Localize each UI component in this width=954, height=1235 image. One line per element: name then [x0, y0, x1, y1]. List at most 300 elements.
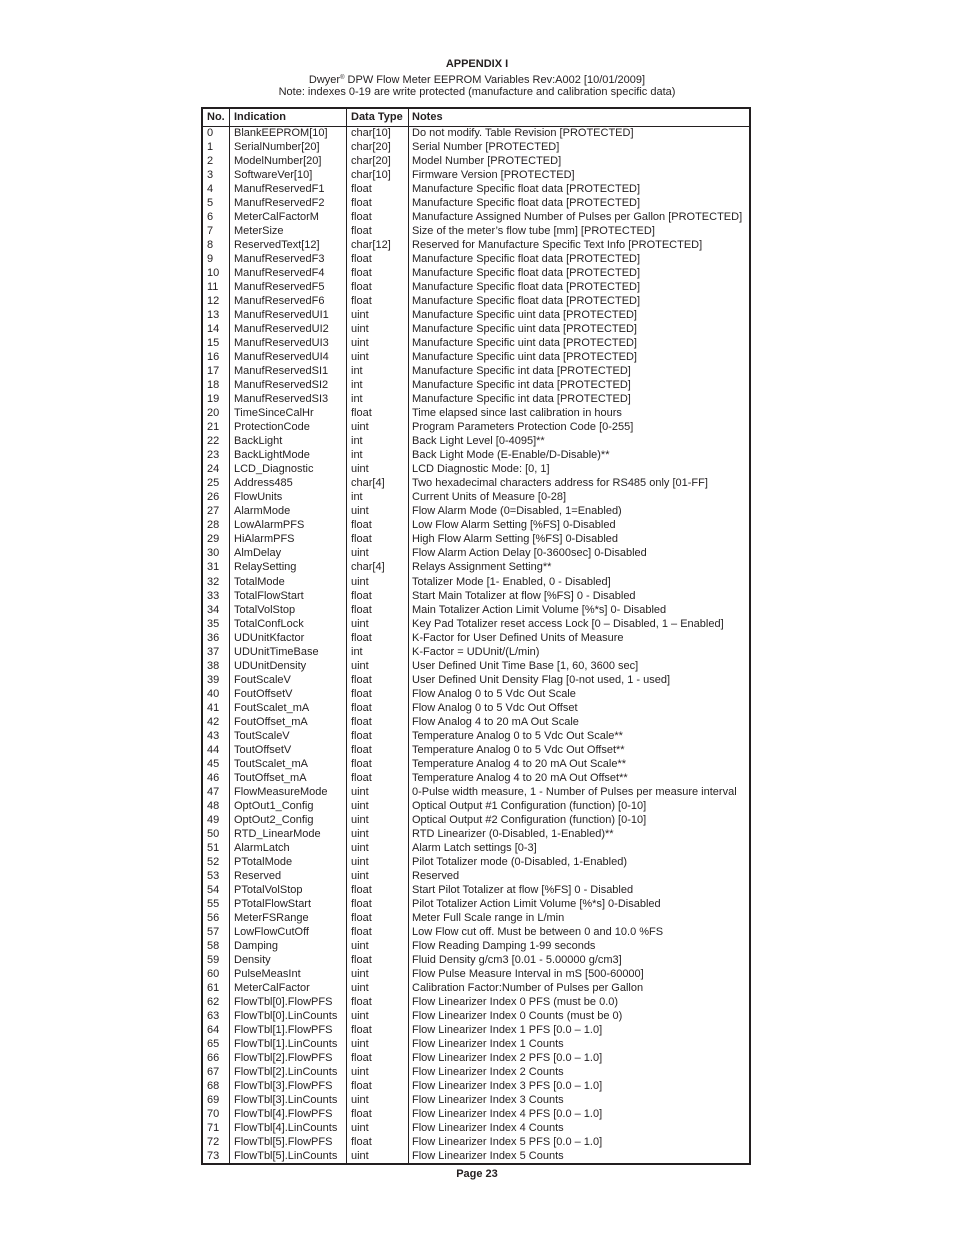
- cell-data-type: uint: [351, 1038, 369, 1051]
- cell-no: 19: [207, 393, 220, 406]
- cell-data-type: uint: [351, 617, 369, 630]
- cell-no: 29: [207, 533, 220, 546]
- cell-no: 0: [207, 127, 214, 139]
- cell-data-type: float: [351, 197, 372, 210]
- cell-notes: Time elapsed since last calibration in hours: [412, 407, 622, 420]
- cell-no: 40: [207, 687, 220, 700]
- cell-notes: 0-Pulse width measure, 1 - Number of Pulses per measure interval: [412, 785, 737, 798]
- cell-data-type: uint: [351, 547, 369, 560]
- cell-data-type: float: [351, 519, 372, 532]
- cell-no: 56: [207, 911, 220, 924]
- cell-no: 47: [207, 785, 220, 798]
- cell-indication: ManufReservedF3: [234, 253, 325, 266]
- cell-no: 33: [207, 589, 220, 602]
- cell-no: 22: [207, 435, 220, 448]
- table-row: [203, 673, 749, 687]
- cell-data-type: float: [351, 1136, 372, 1149]
- table-row: [203, 266, 749, 280]
- cell-indication: FlowTbl[1].FlowPFS: [234, 1024, 333, 1036]
- cell-notes: Alarm Latch settings [0-3]: [412, 841, 537, 854]
- cell-notes: Temperature Analog 4 to 20 mA Out Scale**: [412, 757, 627, 770]
- cell-data-type: float: [351, 687, 372, 700]
- cell-indication: UDUnitKfactor: [234, 631, 305, 644]
- cell-indication: SerialNumber[20]: [234, 141, 320, 154]
- cell-no: 30: [207, 547, 220, 560]
- cell-notes: Flow Linearizer Index 4 Counts: [412, 1122, 564, 1135]
- cell-no: 34: [207, 603, 220, 616]
- cell-indication: PTotalFlowStart: [234, 897, 312, 910]
- table-row: [203, 1149, 749, 1163]
- cell-data-type: char[10]: [351, 127, 391, 139]
- cell-notes: User Defined Unit Time Base [1, 60, 3600 sec]: [412, 659, 639, 672]
- cell-no: 39: [207, 673, 220, 686]
- cell-notes: Flow Linearizer Index 1 PFS [0.0 – 1.0]: [412, 1024, 603, 1036]
- cell-indication: MeterCalFactorM: [234, 211, 319, 224]
- cell-no: 42: [207, 715, 220, 728]
- cell-notes: Manufacture Specific int data [PROTECTED]: [412, 393, 631, 406]
- cell-data-type: char[4]: [351, 561, 385, 574]
- cell-no: 66: [207, 1052, 220, 1065]
- cell-indication: FlowUnits: [234, 491, 283, 504]
- cell-no: 45: [207, 757, 220, 770]
- table-row: [203, 687, 749, 701]
- cell-no: 35: [207, 617, 220, 630]
- cell-data-type: float: [351, 603, 372, 616]
- cell-notes: Flow Linearizer Index 5 Counts: [412, 1150, 564, 1163]
- cell-data-type: uint: [351, 1150, 369, 1163]
- cell-notes: Fluid Density g/cm3 [0.01 - 5.00000 g/cm3]: [412, 953, 622, 966]
- cell-data-type: float: [351, 925, 372, 938]
- cell-data-type: float: [351, 407, 372, 420]
- table-row: [203, 1037, 749, 1051]
- cell-notes: Flow Linearizer Index 2 Counts: [412, 1066, 564, 1079]
- table-row: [203, 504, 749, 518]
- cell-notes: Manufacture Specific float data [PROTECTED]: [412, 253, 641, 266]
- cell-notes: Flow Linearizer Index 3 Counts: [412, 1094, 564, 1107]
- cell-indication: TotalVolStop: [234, 603, 296, 616]
- cell-data-type: float: [351, 673, 372, 686]
- table-row: [203, 308, 749, 322]
- cell-data-type: float: [351, 729, 372, 742]
- cell-data-type: uint: [351, 841, 369, 854]
- appendix-title: APPENDIX I: [445, 58, 509, 70]
- table-row: [203, 617, 749, 631]
- cell-data-type: float: [351, 715, 372, 728]
- cell-data-type: uint: [351, 575, 369, 588]
- cell-indication: ManufReservedUI4: [234, 351, 329, 364]
- cell-indication: FlowTbl[3].LinCounts: [234, 1094, 338, 1107]
- cell-notes: Manufacture Specific float data [PROTECTED]: [412, 281, 641, 294]
- cell-data-type: float: [351, 911, 372, 924]
- cell-no: 26: [207, 491, 220, 504]
- cell-notes: Firmware Version [PROTECTED]: [412, 169, 575, 182]
- cell-no: 51: [207, 841, 220, 854]
- cell-data-type: int: [351, 645, 363, 658]
- cell-data-type: float: [351, 253, 372, 266]
- cell-data-type: float: [351, 995, 372, 1008]
- cell-indication: FlowTbl[5].FlowPFS: [234, 1136, 333, 1149]
- cell-notes: Manufacture Specific uint data [PROTECTED]: [412, 309, 637, 322]
- table-row: [203, 715, 749, 729]
- table-row: [203, 252, 749, 266]
- table-row: [203, 210, 749, 224]
- cell-indication: FlowTbl[5].LinCounts: [234, 1150, 338, 1163]
- cell-data-type: float: [351, 1052, 372, 1065]
- header-no: No.: [207, 111, 225, 123]
- table-row: [203, 126, 749, 140]
- cell-indication: ProtectionCode: [234, 421, 310, 434]
- cell-notes: Temperature Analog 0 to 5 Vdc Out Offset**: [412, 743, 625, 756]
- table-row: [203, 1065, 749, 1079]
- table-row: [203, 1023, 749, 1037]
- table-row: [203, 224, 749, 238]
- cell-no: 52: [207, 855, 220, 868]
- cell-data-type: uint: [351, 421, 369, 434]
- cell-no: 18: [207, 379, 220, 392]
- cell-data-type: uint: [351, 505, 369, 518]
- table-row: [203, 280, 749, 294]
- cell-indication: ManufReservedSI2: [234, 379, 329, 392]
- cell-no: 8: [207, 239, 214, 252]
- cell-notes: Serial Number [PROTECTED]: [412, 141, 560, 154]
- cell-notes: Start Main Totalizer at flow [%FS] 0 - Disabled: [412, 589, 636, 602]
- table-row: [203, 1009, 749, 1023]
- cell-data-type: int: [351, 365, 363, 378]
- cell-notes: Flow Linearizer Index 2 PFS [0.0 – 1.0]: [412, 1052, 603, 1065]
- table-row: [203, 406, 749, 420]
- cell-data-type: uint: [351, 659, 369, 672]
- cell-notes: Do not modify. Table Revision [PROTECTED]: [412, 127, 634, 139]
- cell-indication: FoutScaleV: [234, 673, 291, 686]
- cell-notes: Current Units of Measure [0-28]: [412, 491, 567, 504]
- table-row: [203, 1107, 749, 1121]
- cell-data-type: char[12]: [351, 239, 391, 252]
- cell-data-type: char[20]: [351, 141, 391, 154]
- table-row: [203, 490, 749, 504]
- cell-notes: Flow Linearizer Index 1 Counts: [412, 1038, 564, 1051]
- cell-notes: Flow Linearizer Index 3 PFS [0.0 – 1.0]: [412, 1080, 603, 1093]
- cell-indication: ToutOffset_mA: [234, 771, 307, 784]
- cell-no: 62: [207, 995, 220, 1008]
- brand-name: Dwyer: [308, 74, 341, 86]
- cell-no: 9: [207, 253, 214, 266]
- table-row: [203, 1051, 749, 1065]
- cell-data-type: uint: [351, 337, 369, 350]
- cell-indication: ManufReservedF2: [234, 197, 325, 210]
- cell-notes: Manufacture Specific uint data [PROTECTED]: [412, 323, 637, 336]
- cell-notes: Relays Assignment Setting**: [412, 561, 552, 574]
- eeprom-variables-table: [201, 107, 751, 1165]
- cell-indication: TimeSinceCalHr: [234, 407, 314, 420]
- table-row: [203, 631, 749, 645]
- table-row: [203, 939, 749, 953]
- cell-indication: FlowTbl[3].FlowPFS: [234, 1080, 333, 1093]
- cell-notes: Flow Pulse Measure Interval in mS [500-60000]: [412, 967, 644, 980]
- table-row: [203, 196, 749, 210]
- cell-indication: HiAlarmPFS: [234, 533, 295, 546]
- cell-notes: K-Factor = UDUnit/(L/min): [412, 645, 540, 658]
- cell-notes: Back Light Mode (E-Enable/D-Disable)**: [412, 449, 610, 462]
- cell-indication: BackLightMode: [234, 449, 310, 462]
- table-row: [203, 350, 749, 364]
- table-row: [203, 420, 749, 434]
- table-row: [203, 659, 749, 673]
- table-body: [203, 126, 749, 1163]
- cell-indication: ToutOffsetV: [234, 743, 292, 756]
- cell-indication: TotalFlowStart: [234, 589, 304, 602]
- cell-indication: ManufReservedF6: [234, 295, 325, 308]
- cell-indication: FlowTbl[2].FlowPFS: [234, 1052, 333, 1065]
- cell-notes: K-Factor for User Defined Units of Measure: [412, 631, 624, 644]
- cell-no: 6: [207, 211, 214, 224]
- table-row: [203, 869, 749, 883]
- table-row: [203, 238, 749, 252]
- cell-indication: ReservedText[12]: [234, 239, 320, 252]
- cell-no: 25: [207, 477, 220, 490]
- table-row: [203, 1079, 749, 1093]
- table-row: [203, 1135, 749, 1149]
- cell-data-type: float: [351, 757, 372, 770]
- cell-indication: AlarmMode: [234, 505, 291, 518]
- cell-no: 31: [207, 561, 220, 574]
- cell-notes: Pilot Totalizer mode (0-Disabled, 1-Enabled): [412, 855, 628, 868]
- cell-indication: Reserved: [234, 869, 282, 882]
- cell-data-type: float: [351, 1024, 372, 1036]
- cell-data-type: float: [351, 771, 372, 784]
- cell-indication: ModelNumber[20]: [234, 155, 322, 168]
- table-row: [203, 182, 749, 196]
- cell-notes: Key Pad Totalizer reset access Lock [0 – Disabled, 1 – Enabled]: [412, 617, 724, 630]
- cell-notes: Meter Full Scale range in L/min: [412, 911, 565, 924]
- cell-no: 67: [207, 1066, 220, 1079]
- table-row: [203, 827, 749, 841]
- table-row: [203, 575, 749, 589]
- cell-no: 2: [207, 155, 214, 168]
- cell-data-type: float: [351, 211, 372, 224]
- cell-data-type: uint: [351, 799, 369, 812]
- cell-no: 16: [207, 351, 220, 364]
- cell-data-type: float: [351, 281, 372, 294]
- cell-no: 49: [207, 813, 220, 826]
- cell-no: 37: [207, 645, 220, 658]
- cell-notes: Back Light Level [0-4095]**: [412, 435, 545, 448]
- cell-data-type: float: [351, 883, 372, 896]
- cell-indication: ManufReservedF5: [234, 281, 325, 294]
- cell-notes: Low Flow cut off. Must be between 0 and 10.0 %FS: [412, 925, 664, 938]
- table-row: [203, 981, 749, 995]
- cell-indication: SoftwareVer[10]: [234, 169, 313, 182]
- cell-no: 32: [207, 575, 220, 588]
- cell-indication: ManufReservedUI2: [234, 323, 329, 336]
- cell-notes: Manufacture Specific float data [PROTECTED]: [412, 197, 641, 210]
- cell-no: 58: [207, 939, 220, 952]
- cell-indication: RTD_LinearMode: [234, 827, 321, 840]
- cell-indication: OptOut1_Config: [234, 799, 314, 812]
- table-row: [203, 560, 749, 574]
- table-row: [203, 995, 749, 1009]
- cell-indication: FoutOffsetV: [234, 687, 293, 700]
- cell-data-type: float: [351, 225, 372, 238]
- cell-data-type: float: [351, 183, 372, 196]
- cell-indication: FlowTbl[4].LinCounts: [234, 1122, 338, 1135]
- table-row: [203, 546, 749, 560]
- table-row: [203, 925, 749, 939]
- table-row: [203, 771, 749, 785]
- cell-notes: Reserved: [412, 869, 460, 882]
- table-row: [203, 897, 749, 911]
- table-row: [203, 589, 749, 603]
- cell-notes: Manufacture Specific float data [PROTECTED]: [412, 267, 641, 280]
- cell-indication: ManufReservedSI3: [234, 393, 329, 406]
- cell-indication: AlmDelay: [234, 547, 282, 560]
- cell-indication: ToutScalet_mA: [234, 757, 308, 770]
- header-data-type: Data Type: [351, 111, 403, 123]
- subtitle-text: DPW Flow Meter EEPROM Variables Rev:A002 [10/01/2009]: [347, 74, 646, 86]
- cell-no: 54: [207, 883, 220, 896]
- table-row: [203, 140, 749, 154]
- cell-no: 55: [207, 897, 220, 910]
- cell-indication: ToutScaleV: [234, 729, 290, 742]
- cell-data-type: int: [351, 449, 363, 462]
- cell-no: 24: [207, 463, 220, 476]
- table-row: [203, 967, 749, 981]
- cell-indication: FoutScalet_mA: [234, 701, 310, 714]
- cell-no: 38: [207, 659, 220, 672]
- cell-data-type: float: [351, 1108, 372, 1121]
- table-row: [203, 855, 749, 869]
- table-row: [203, 785, 749, 799]
- cell-notes: Pilot Totalizer Action Limit Volume [%*s] 0-Disabled: [412, 897, 661, 910]
- cell-no: 11: [207, 281, 219, 294]
- cell-indication: BlankEEPROM[10]: [234, 127, 328, 139]
- table-row: [203, 953, 749, 967]
- cell-indication: UDUnitTimeBase: [234, 645, 319, 658]
- cell-no: 12: [207, 295, 220, 308]
- table-row: [203, 462, 749, 476]
- cell-notes: LCD Diagnostic Mode: [0, 1]: [412, 463, 550, 476]
- table-row: [203, 168, 749, 182]
- table-row: [203, 799, 749, 813]
- cell-data-type: uint: [351, 981, 369, 994]
- cell-no: 65: [207, 1038, 220, 1051]
- table-row: [203, 813, 749, 827]
- cell-notes: Flow Reading Damping 1-99 seconds: [412, 939, 596, 952]
- table-row: [203, 883, 749, 897]
- protection-note: Note: indexes 0-19 are write protected (manufacture and calibration specific data): [278, 86, 676, 98]
- table-row: [203, 729, 749, 743]
- cell-no: 63: [207, 1009, 220, 1022]
- cell-notes: Reserved for Manufacture Specific Text Info [PROTECTED]: [412, 239, 703, 252]
- cell-notes: Flow Linearizer Index 4 PFS [0.0 – 1.0]: [412, 1108, 603, 1121]
- cell-no: 60: [207, 967, 220, 980]
- table-row: [203, 322, 749, 336]
- cell-notes: Totalizer Mode [1- Enabled, 0 - Disabled]: [412, 575, 611, 588]
- cell-no: 36: [207, 631, 220, 644]
- cell-no: 4: [207, 183, 214, 196]
- cell-no: 71: [207, 1122, 220, 1135]
- cell-no: 10: [207, 267, 220, 280]
- cell-notes: Flow Linearizer Index 5 PFS [0.0 – 1.0]: [412, 1136, 603, 1149]
- cell-notes: Manufacture Assigned Number of Pulses per Gallon [PROTECTED]: [412, 211, 743, 224]
- table-row: [203, 911, 749, 925]
- cell-notes: Manufacture Specific int data [PROTECTED]: [412, 365, 631, 378]
- header-indication: Indication: [234, 111, 286, 123]
- cell-indication: FlowTbl[4].FlowPFS: [234, 1108, 333, 1121]
- cell-notes: Manufacture Specific uint data [PROTECTED]: [412, 337, 637, 350]
- cell-notes: Model Number [PROTECTED]: [412, 155, 562, 168]
- cell-data-type: int: [351, 491, 363, 504]
- cell-indication: OptOut2_Config: [234, 813, 314, 826]
- cell-indication: TotalMode: [234, 575, 285, 588]
- cell-indication: FlowTbl[2].LinCounts: [234, 1066, 338, 1079]
- cell-no: 57: [207, 925, 220, 938]
- table-row: [203, 336, 749, 350]
- cell-no: 46: [207, 771, 220, 784]
- cell-indication: RelaySetting: [234, 561, 297, 574]
- cell-no: 3: [207, 169, 214, 182]
- cell-indication: UDUnitDensity: [234, 659, 307, 672]
- cell-indication: LowFlowCutOff: [234, 925, 309, 938]
- cell-no: 43: [207, 729, 220, 742]
- cell-data-type: uint: [351, 323, 369, 336]
- cell-no: 13: [207, 309, 220, 322]
- cell-data-type: uint: [351, 1122, 369, 1135]
- cell-notes: Main Totalizer Action Limit Volume [%*s] 0- Disabled: [412, 603, 667, 616]
- cell-data-type: float: [351, 295, 372, 308]
- cell-no: 21: [207, 421, 220, 434]
- cell-indication: Damping: [234, 939, 279, 952]
- cell-indication: ManufReservedSI1: [234, 365, 329, 378]
- cell-data-type: float: [351, 953, 372, 966]
- cell-notes: Flow Analog 0 to 5 Vdc Out Offset: [412, 701, 578, 714]
- page-number: Page 23: [456, 1168, 498, 1180]
- cell-indication: FlowTbl[0].FlowPFS: [234, 995, 333, 1008]
- cell-data-type: float: [351, 701, 372, 714]
- cell-notes: Program Parameters Protection Code [0-255]: [412, 421, 634, 434]
- cell-notes: Flow Analog 4 to 20 mA Out Scale: [412, 715, 579, 728]
- cell-no: 69: [207, 1094, 220, 1107]
- cell-data-type: float: [351, 533, 372, 546]
- cell-data-type: uint: [351, 351, 369, 364]
- cell-indication: ManufReservedF1: [234, 183, 325, 196]
- cell-indication: Density: [234, 953, 271, 966]
- table-row: [203, 1093, 749, 1107]
- cell-data-type: uint: [351, 939, 369, 952]
- cell-notes: Optical Output #2 Configuration (function) [0-10]: [412, 813, 647, 826]
- cell-indication: TotalConfLock: [234, 617, 304, 630]
- cell-indication: ManufReservedUI1: [234, 309, 329, 322]
- table-row: [203, 434, 749, 448]
- cell-data-type: uint: [351, 869, 369, 882]
- table-row: [203, 364, 749, 378]
- cell-notes: Start Pilot Totalizer at flow [%FS] 0 - Disabled: [412, 883, 634, 896]
- cell-notes: High Flow Alarm Setting [%FS] 0-Disabled: [412, 533, 619, 546]
- cell-no: 48: [207, 799, 220, 812]
- cell-notes: Flow Alarm Action Delay [0-3600sec] 0-Disabled: [412, 547, 647, 560]
- cell-data-type: int: [351, 379, 363, 392]
- cell-data-type: uint: [351, 1066, 369, 1079]
- cell-data-type: uint: [351, 855, 369, 868]
- cell-no: 59: [207, 953, 220, 966]
- cell-notes: Temperature Analog 4 to 20 mA Out Offset**: [412, 771, 628, 784]
- cell-notes: Temperature Analog 0 to 5 Vdc Out Scale**: [412, 729, 623, 742]
- cell-indication: FlowTbl[0].LinCounts: [234, 1009, 338, 1022]
- cell-indication: PulseMeasInt: [234, 967, 301, 980]
- cell-data-type: float: [351, 743, 372, 756]
- table-row: [203, 701, 749, 715]
- table-row: [203, 532, 749, 546]
- cell-notes: Low Flow Alarm Setting [%FS] 0-Disabled: [412, 519, 616, 532]
